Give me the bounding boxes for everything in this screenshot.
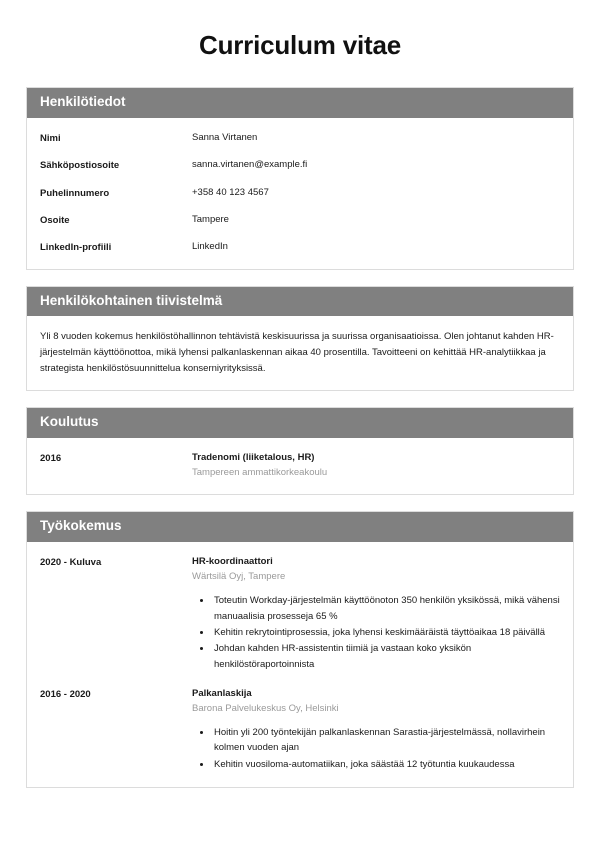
- personal-detail-label: LinkedIn-profiili: [40, 242, 112, 254]
- achievement-item: • Toteutin Workday-järjestelmän käyttöönoton 350 henkilön yksikössä, mikä vähensi manuaalisia prosesseja 65 %: [212, 593, 560, 624]
- experience-entry-date: 2016 - 2020: [40, 689, 91, 701]
- experience-entry-main: [192, 687, 560, 773]
- achievement-item: • Hoitin yli 200 työntekijän palkanlaskennan Sarastia-järjestelmässä, nollavirhein kolmen vuoden ajan: [212, 725, 560, 756]
- linkedin-profile-link[interactable]: LinkedIn: [192, 241, 228, 253]
- experience-entry-role: HR-koordinaattori: [192, 556, 273, 568]
- section-education: [26, 407, 574, 495]
- achievement-item: • Johdan kahden HR-assistentin tiimiä ja vastaan koko yksikön henkilöstöraportoinnista: [212, 641, 560, 672]
- experience-entry: [40, 687, 560, 773]
- section-header-work-experience: Työkokemus: [27, 512, 573, 542]
- achievement-item: • Kehitin vuosiloma-automatiikan, joka säästää 12 työtuntia kuukaudessa: [212, 757, 560, 772]
- section-personal-summary: [26, 286, 574, 392]
- experience-entry: [40, 555, 560, 673]
- personal-detail-value: +358 40 123 4567: [192, 186, 269, 198]
- section-body-personal-summary: [27, 316, 573, 390]
- section-header-personal-summary: Henkilökohtainen tiivistelmä: [27, 287, 573, 317]
- section-body-personal-details: [27, 118, 573, 268]
- personal-detail-row: [40, 186, 560, 200]
- personal-detail-row: [40, 131, 560, 145]
- education-entry-date: 2016: [40, 453, 62, 465]
- personal-detail-value: sanna.virtanen@example.fi: [192, 159, 308, 171]
- education-entry-degree: Tradenomi (liiketalous, HR): [192, 452, 315, 464]
- personal-detail-row: [40, 158, 560, 172]
- education-entry-main: [192, 451, 560, 480]
- personal-detail-label: Sähköpostiosoite: [40, 160, 120, 172]
- page-title: Curriculum vitae: [199, 30, 401, 60]
- personal-detail-row: [40, 240, 560, 254]
- education-entry-institution: Tampereen ammattikorkeakoulu: [192, 467, 328, 479]
- experience-entry-role: Palkanlaskija: [192, 688, 252, 700]
- achievement-item: • Kehitin rekrytointiprosessia, joka lyhensi keskimääräistä täyttöaikaa 18 päivällä: [212, 625, 560, 640]
- section-body-education: [27, 438, 573, 494]
- personal-summary-text: Yli 8 vuoden kokemus henkilöstöhallinnon tehtävistä keskisuurissa ja suurissa organisaatioissa. Olen johtanut kahden HR-järjestelmän käyttöönottoa, mikä lyhensi palkanlaskennan aikaa 40 prosentilla. Tavoitteeni on kehittää HR-analytiikkaa ja strategista henkilöstösuunnittelua konserniyrityksissä.: [40, 331, 554, 374]
- section-personal-details: [26, 87, 574, 269]
- section-body-work-experience: [27, 542, 573, 787]
- education-entry: [40, 451, 560, 480]
- experience-entry-employer: Wärtsilä Oyj, Tampere: [192, 570, 286, 582]
- personal-detail-value: Sanna Virtanen: [192, 132, 258, 144]
- personal-detail-row: [40, 213, 560, 227]
- experience-entry-achievements: [192, 725, 560, 772]
- personal-detail-label: Nimi: [40, 133, 61, 145]
- experience-entry-date: 2020 - Kuluva: [40, 557, 102, 569]
- personal-detail-value: Tampere: [192, 213, 229, 225]
- experience-entry-achievements: [192, 593, 560, 672]
- section-work-experience: [26, 511, 574, 788]
- personal-detail-label: Osoite: [40, 214, 70, 226]
- experience-entry-main: [192, 555, 560, 673]
- section-header-personal-details: Henkilötiedot: [27, 88, 573, 118]
- experience-entry-employer: Barona Palvelukeskus Oy, Helsinki: [192, 702, 339, 714]
- section-header-education: Koulutus: [27, 408, 573, 438]
- personal-detail-label: Puhelinnumero: [40, 187, 110, 199]
